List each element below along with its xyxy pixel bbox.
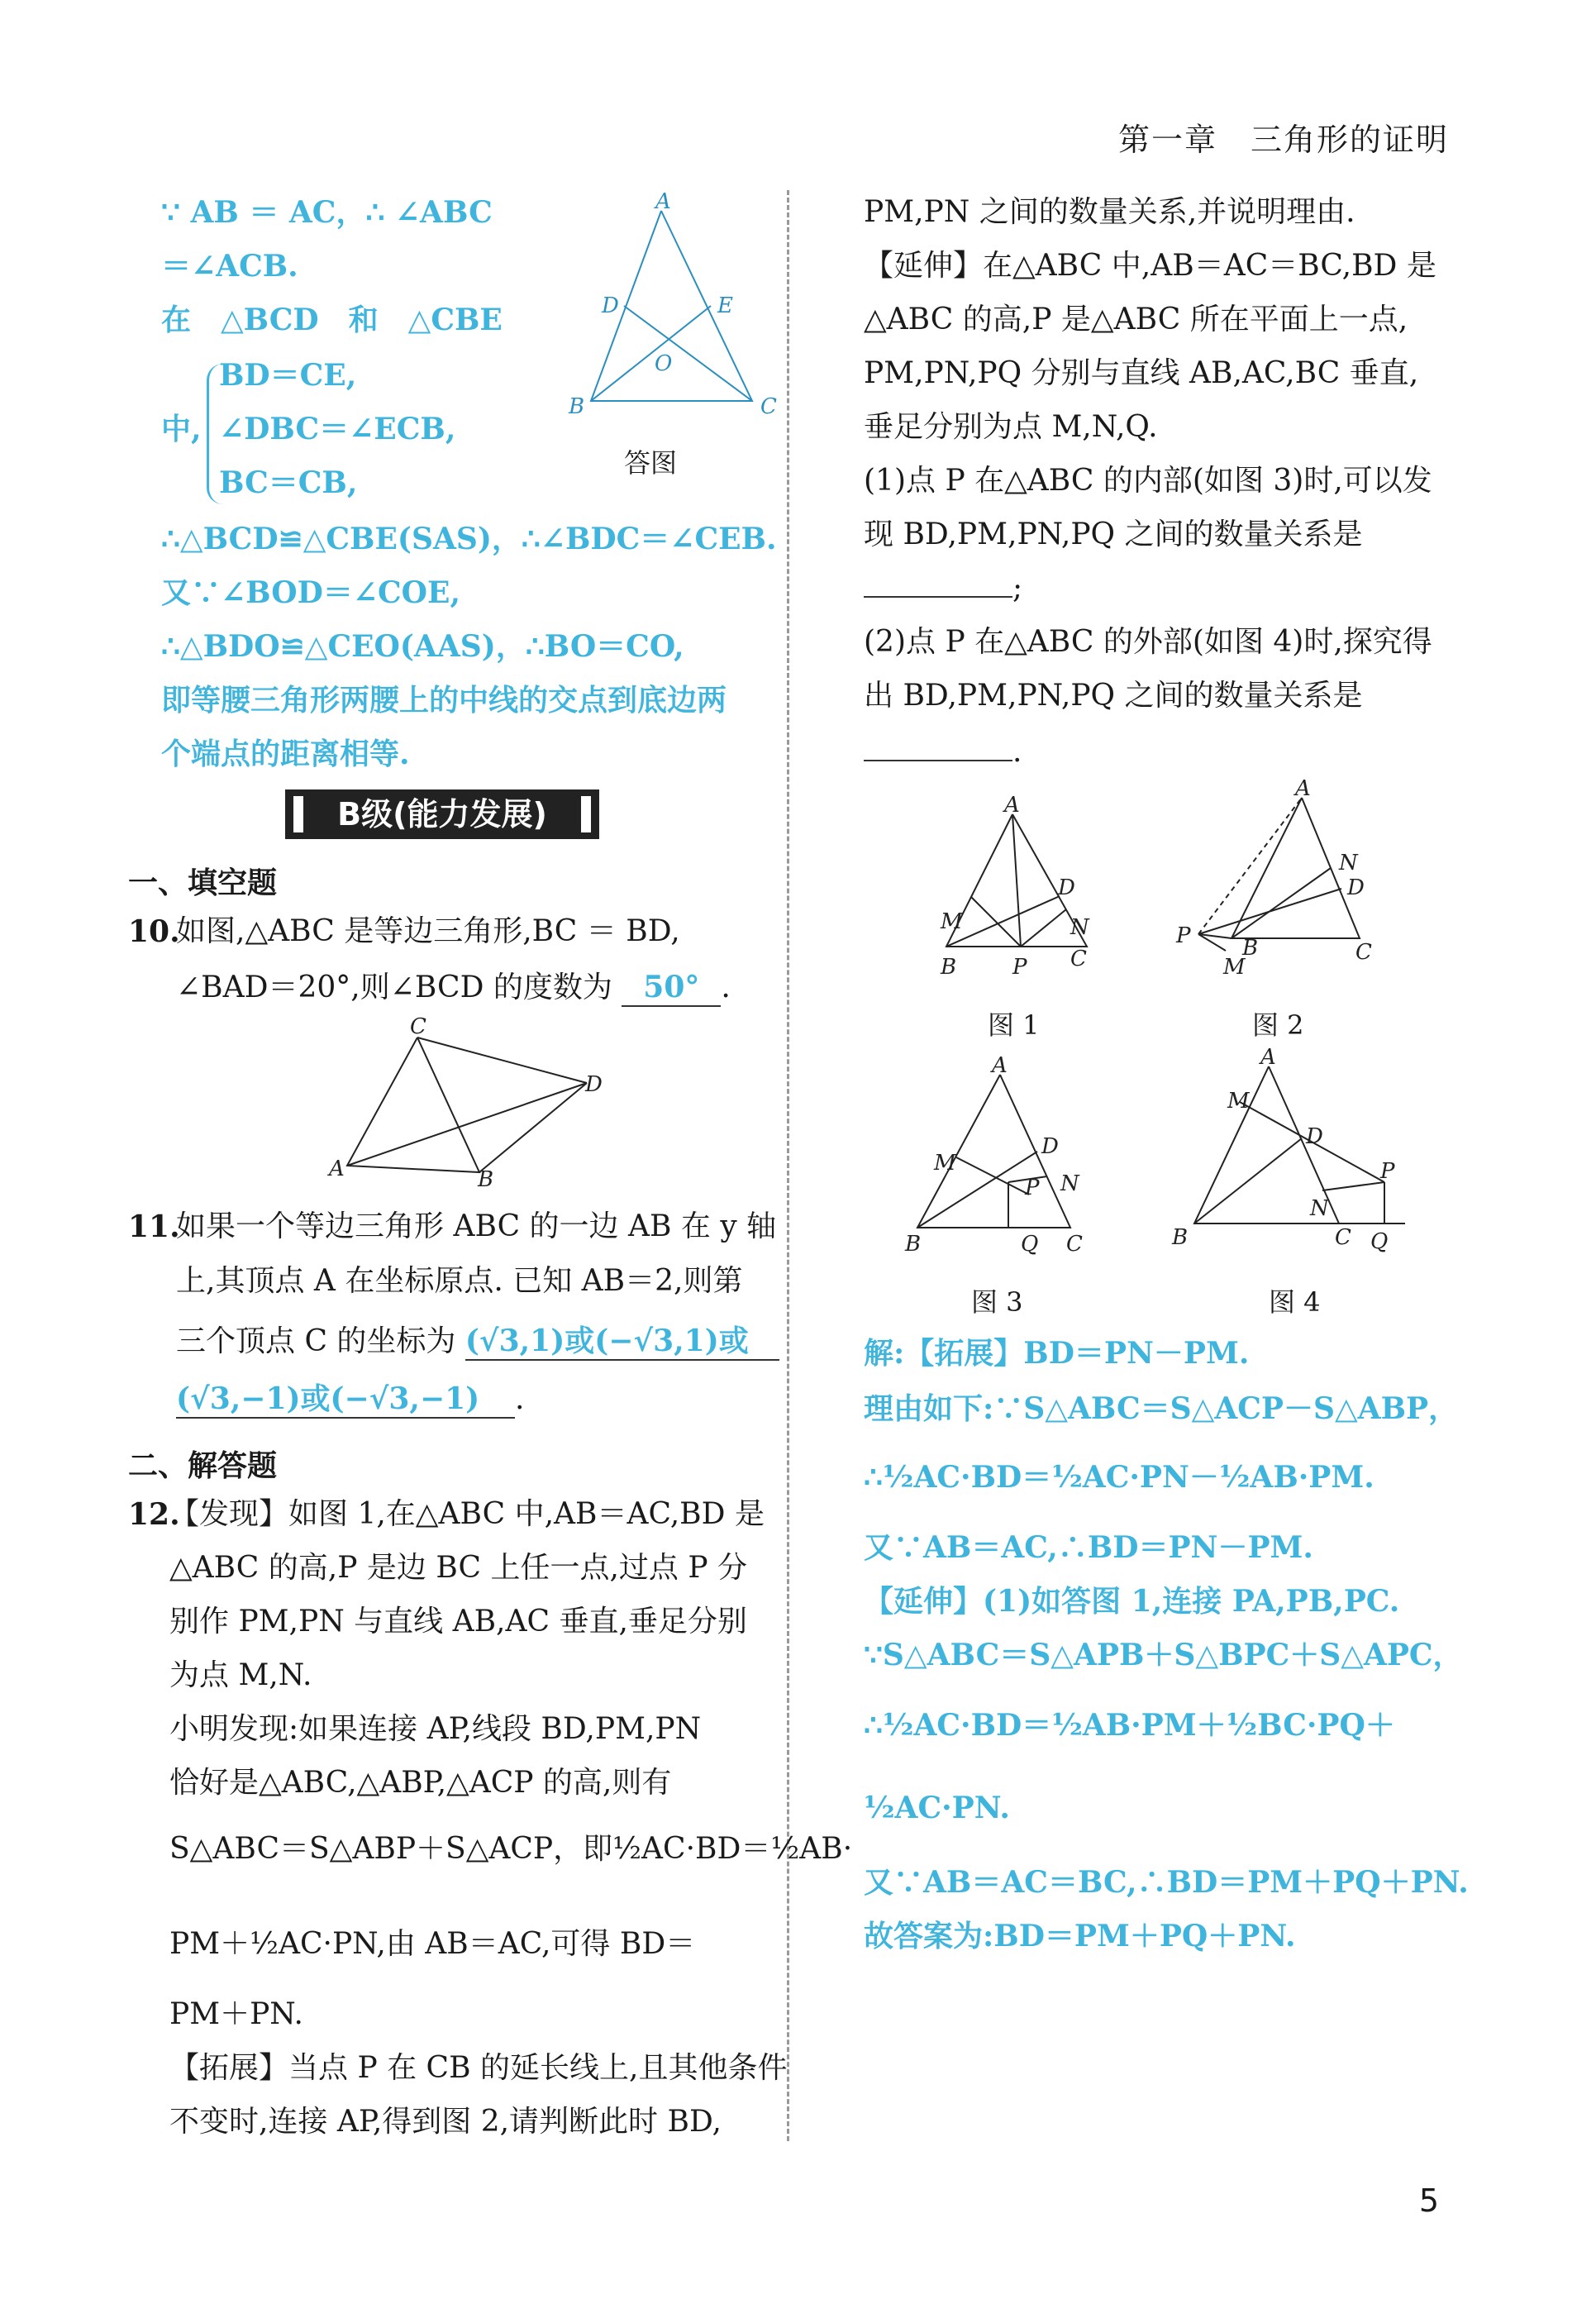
answer-line: 在 △BCD 和 △CBE: [161, 303, 503, 337]
figure-1: [926, 794, 1124, 984]
label-d: D: [602, 293, 619, 318]
label-n: N: [1060, 1171, 1079, 1196]
page-number: 5: [1418, 2182, 1439, 2219]
question-number: 10.: [128, 914, 180, 949]
chapter-header: 第一章 三角形的证明: [1117, 122, 1449, 158]
label-c: C: [1070, 947, 1087, 971]
question-text: [864, 570, 1022, 607]
question-text: [176, 1381, 524, 1419]
label-a: A: [992, 1054, 1008, 1078]
figure-caption: 图 2: [1252, 1009, 1304, 1041]
figure-3: [897, 1054, 1112, 1261]
period: .: [1012, 735, 1022, 769]
figure-2: [1170, 777, 1417, 984]
solution-line: 理由如下:∵S△ABC＝S△ACP－S△ABP，: [864, 1391, 1459, 1426]
answer-line: 个端点的距离相等.: [161, 737, 410, 771]
question-text: PM,PN 之间的数量关系,并说明理由.: [864, 195, 1355, 229]
solution-line: 又∵AB＝AC＝BC,∴BD＝PM＋PQ＋PN.: [864, 1865, 1469, 1900]
question-text: S△ABC＝S△ABP＋S△ACP，即½AC·BD＝½AB·: [169, 1832, 853, 1866]
label-a: A: [655, 190, 671, 214]
label-m: M: [1227, 1089, 1250, 1114]
label-m: M: [1223, 955, 1246, 980]
question-text: 为点 M,N.: [169, 1658, 312, 1692]
label-b: B: [941, 955, 957, 980]
label-m: M: [941, 909, 963, 934]
label-q: Q: [1370, 1229, 1389, 1254]
solution-line: 又∵AB＝AC,∴BD＝PN－PM.: [864, 1530, 1313, 1565]
label-b: B: [1172, 1225, 1189, 1250]
answer-line: ∴△BCD≌△CBE(SAS)，∴∠BDC＝∠CEB.: [161, 522, 777, 556]
label-p: P: [1380, 1159, 1395, 1184]
level-banner: B级(能力发展): [285, 789, 599, 839]
label-b: B: [478, 1167, 494, 1190]
question-text: 【拓展】当点 P 在 CB 的延长线上,且其他条件: [169, 2051, 788, 2085]
question-text-part: 三个顶点 C 的坐标为: [176, 1324, 456, 1358]
figure-caption: 图 1: [988, 1009, 1040, 1041]
period: .: [721, 971, 731, 1004]
answer-line: 即等腰三角形两腰上的中线的交点到底边两: [161, 683, 727, 718]
solution-line: 解:【拓展】BD＝PN－PM.: [864, 1336, 1250, 1371]
label-a: A: [1295, 777, 1311, 801]
solution-line: 【延伸】(1)如答图 1,连接 PA,PB,PC.: [864, 1584, 1400, 1619]
question-text: 【延伸】在△ABC 中,AB＝AC＝BC,BD 是: [864, 249, 1436, 283]
solution-line: ½AC·PN.: [864, 1791, 1010, 1825]
question-text: 不变时,连接 AP,得到图 2,请判断此时 BD,: [169, 2105, 722, 2139]
question-text: 垂足分别为点 M,N,Q.: [864, 410, 1158, 444]
question-text: PM＋½AC·PN,由 AB＝AC,可得 BD＝: [169, 1927, 696, 1961]
figure-caption: 图 4: [1269, 1286, 1321, 1318]
label-d: D: [585, 1072, 603, 1097]
question-number: 11.: [128, 1209, 180, 1244]
label-n: N: [1339, 851, 1358, 875]
label-d: D: [1041, 1134, 1059, 1159]
question-text: △ABC 的高,P 是边 BC 上任一点,过点 P 分: [169, 1551, 748, 1585]
question-text: 如图,△ABC 是等边三角形,BC ＝ BD,: [176, 914, 680, 948]
figure-caption: 答图: [624, 447, 678, 479]
question-text: 【发现】如图 1,在△ABC 中,AB＝AC,BD 是: [169, 1497, 765, 1531]
label-a: A: [1260, 1046, 1276, 1070]
answer-blank[interactable]: [864, 596, 1012, 598]
label-c: C: [1066, 1232, 1083, 1257]
question-text: [176, 969, 731, 1007]
period: .: [515, 1382, 525, 1416]
solution-line: ∵S△ABC＝S△APB＋S△BPC＋S△APC，: [864, 1638, 1463, 1672]
answer-line: ∴△BDO≌△CEO(AAS)，∴BO＝CO,: [161, 629, 684, 664]
label-b: B: [905, 1232, 922, 1257]
section-title: 二、解答题: [128, 1448, 278, 1483]
question-text: 现 BD,PM,PN,PQ 之间的数量关系是: [864, 518, 1363, 551]
solution-line: 故答案为:BD＝PM＋PQ＋PN.: [864, 1919, 1296, 1953]
question-text: PM＋PN.: [169, 1997, 303, 2031]
question-text: (2)点 P 在△ABC 的外部(如图 4)时,探究得: [864, 625, 1432, 659]
answer-blank: 50°: [622, 969, 721, 1007]
label-p: P: [1176, 923, 1191, 948]
label-a: A: [1004, 794, 1020, 818]
label-e: E: [717, 293, 733, 318]
section-title: 一、填空题: [128, 866, 278, 900]
question-text-part: ∠BAD＝20°,则∠BCD 的度数为: [176, 971, 612, 1004]
solution-line: ∴½AC·BD＝½AC·PN－½AB·PM.: [864, 1460, 1374, 1495]
label-a: A: [329, 1157, 345, 1181]
question-text: (1)点 P 在△ABC 的内部(如图 3)时,可以发: [864, 464, 1432, 498]
question-number: 12.: [128, 1497, 180, 1532]
question-text: 上,其顶点 A 在坐标原点. 已知 AB＝2,则第: [176, 1264, 743, 1298]
question-text: PM,PN,PQ 分别与直线 AB,AC,BC 垂直,: [864, 356, 1419, 390]
solution-line: ∴½AC·BD＝½AB·PM＋½BC·PQ＋: [864, 1708, 1395, 1743]
label-o: O: [655, 351, 673, 376]
label-c: C: [410, 1017, 426, 1039]
label-c: C: [1335, 1225, 1351, 1250]
question-text: △ABC 的高,P 是△ABC 所在平面上一点,: [864, 303, 1408, 336]
label-d: D: [1306, 1124, 1323, 1149]
label-b: B: [569, 394, 585, 419]
label-p: P: [1025, 1176, 1040, 1200]
label-q: Q: [1021, 1232, 1039, 1257]
label-p: P: [1012, 955, 1027, 980]
answer-blank: (√3,1)或(−√3,1)或: [465, 1323, 779, 1361]
question-text: [864, 734, 1022, 770]
label-d: D: [1347, 875, 1365, 900]
label-d: D: [1058, 875, 1075, 900]
label-b: B: [1242, 936, 1259, 961]
answer-line: BC＝CB,: [219, 465, 358, 500]
label-n: N: [1070, 915, 1089, 940]
answer-figure: [562, 190, 785, 430]
answer-blank: (√3,−1)或(−√3,−1): [176, 1381, 515, 1419]
question-text: 别作 PM,PN 与直线 AB,AC 垂直,垂足分别: [169, 1605, 747, 1639]
label-c: C: [760, 394, 777, 419]
question-text: [176, 1323, 779, 1361]
answer-line: 中,: [161, 412, 202, 446]
q10-figure: [322, 1017, 620, 1190]
label-m: M: [934, 1151, 956, 1176]
question-text: 如果一个等边三角形 ABC 的一边 AB 在 y 轴: [176, 1209, 777, 1243]
label-n: N: [1310, 1196, 1329, 1221]
answer-line: ∵ AB ＝ AC，∴ ∠ABC: [161, 195, 493, 230]
semicolon: ;: [1012, 571, 1023, 605]
answer-line: ＝∠ACB.: [161, 249, 298, 284]
label-c: C: [1355, 940, 1372, 965]
question-text: 出 BD,PM,PN,PQ 之间的数量关系是: [864, 679, 1363, 713]
answer-line: BD＝CE,: [219, 358, 357, 393]
answer-blank[interactable]: [864, 760, 1012, 761]
answer-line: ∠DBC＝∠ECB,: [219, 412, 456, 446]
answer-line: 又∵∠BOD＝∠COE,: [161, 575, 460, 610]
figure-4: [1157, 1046, 1422, 1261]
figure-caption: 图 3: [971, 1286, 1023, 1318]
question-text: 恰好是△ABC,△ABP,△ACP 的高,则有: [169, 1766, 672, 1800]
question-text: 小明发现:如果连接 AP,线段 BD,PM,PN: [169, 1712, 702, 1746]
